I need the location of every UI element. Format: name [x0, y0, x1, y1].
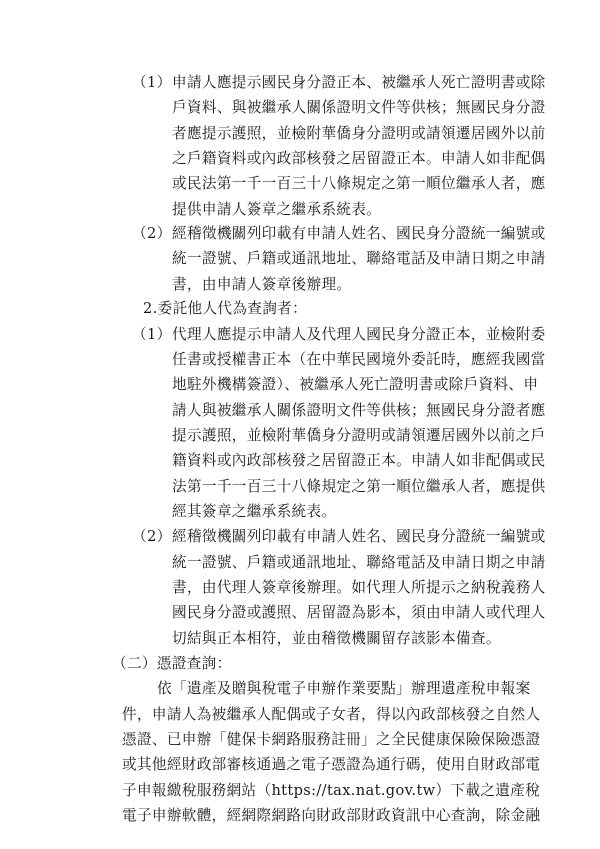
- text-line: 請人與被繼承人關係證明文件等供核；無國民身分證者應: [172, 401, 546, 419]
- item-marker: （2）: [132, 528, 172, 546]
- text-line: 經稽徵機關列印載有申請人姓名、國民身分證統一編號或: [172, 528, 546, 546]
- text-line: 戶資料、與被繼承人關係證明文件等供核；無國民身分證: [172, 99, 546, 117]
- text-line: 經稽徵機關列印載有申請人姓名、國民身分證統一編號或: [172, 225, 546, 243]
- text-line: 籍資料或內政部核發之居留證正本。申請人如非配偶或民: [172, 452, 546, 470]
- item-marker: （1）: [132, 325, 172, 343]
- paragraph-line: 依「遺產及贈與稅電子申辦作業要點」辦理遺產稅申報案: [157, 680, 531, 698]
- text-line: 代理人應提示申請人及代理人國民身分證正本，並檢附委: [172, 325, 546, 343]
- item-marker: （2）: [132, 225, 172, 243]
- text-line: 任書或授權書正本（在中華民國境外委託時，應經我國當: [172, 350, 546, 368]
- text-line: 申請人應提示國民身分證正本、被繼承人死亡證明書或除: [172, 74, 546, 91]
- text-line: 之戶籍資料或內政部核發之居留證正本。申請人如非配偶: [172, 150, 546, 167]
- section-heading: 2.委託他人代為查詢者：: [143, 300, 308, 318]
- item-marker: （1）: [132, 74, 172, 91]
- text-line: 書，由申請人簽章後辦理。: [172, 275, 352, 293]
- section-heading: （二）憑證查詢：: [112, 655, 232, 672]
- text-line: 或民法第一千一百三十八條規定之第一順位繼承人者，應: [172, 175, 546, 193]
- text-line: 地駐外機構簽證）、被繼承人死亡證明書或除戶資料、申: [172, 376, 539, 394]
- text-line: 提供申請人簽章之繼承系統表。: [172, 200, 382, 218]
- text-line: 法第一千一百三十八條規定之第一順位繼承人者，應提供: [172, 477, 546, 495]
- text-line: 者應提示護照，並檢附華僑身分證明或請領遷居國外以前: [172, 124, 546, 142]
- paragraph-line: 子申報繳稅服務網站（https://tax.nat.gov.tw）下載之遺產稅: [122, 781, 541, 799]
- text-line: 經其簽章之繼承系統表。: [172, 502, 337, 520]
- text-line: 統一證號、戶籍或通訊地址、聯絡電話及申請日期之申請: [172, 553, 546, 571]
- paragraph-line: 件，申請人為被繼承人配偶或子女者，得以內政部核發之自然人: [122, 705, 541, 723]
- paragraph-line: 憑證、已申辦「健保卡網路服務註冊」之全民健康保險保險憑證: [122, 731, 541, 748]
- paragraph-line: 或其他經財政部審核通過之電子憑證為通行碼，使用自財政部電: [122, 756, 541, 774]
- text-line: 國民身分證或護照、居留證為影本，須由申請人或代理人: [172, 604, 546, 622]
- text-line: 提示護照，並檢附華僑身分證明或請領遷居國外以前之戶: [172, 426, 546, 444]
- text-line: 切結與正本相符，並由稽徵機關留存該影本備查。: [172, 629, 501, 647]
- paragraph-line: 電子申辦軟體，經網際網路向財政部財政資訊中心查詢，除金融: [122, 807, 541, 824]
- text-line: 書，由代理人簽章後辦理。如代理人所提示之納稅義務人: [172, 578, 546, 596]
- text-line: 統一證號、戶籍或通訊地址、聯絡電話及申請日期之申請: [172, 250, 546, 268]
